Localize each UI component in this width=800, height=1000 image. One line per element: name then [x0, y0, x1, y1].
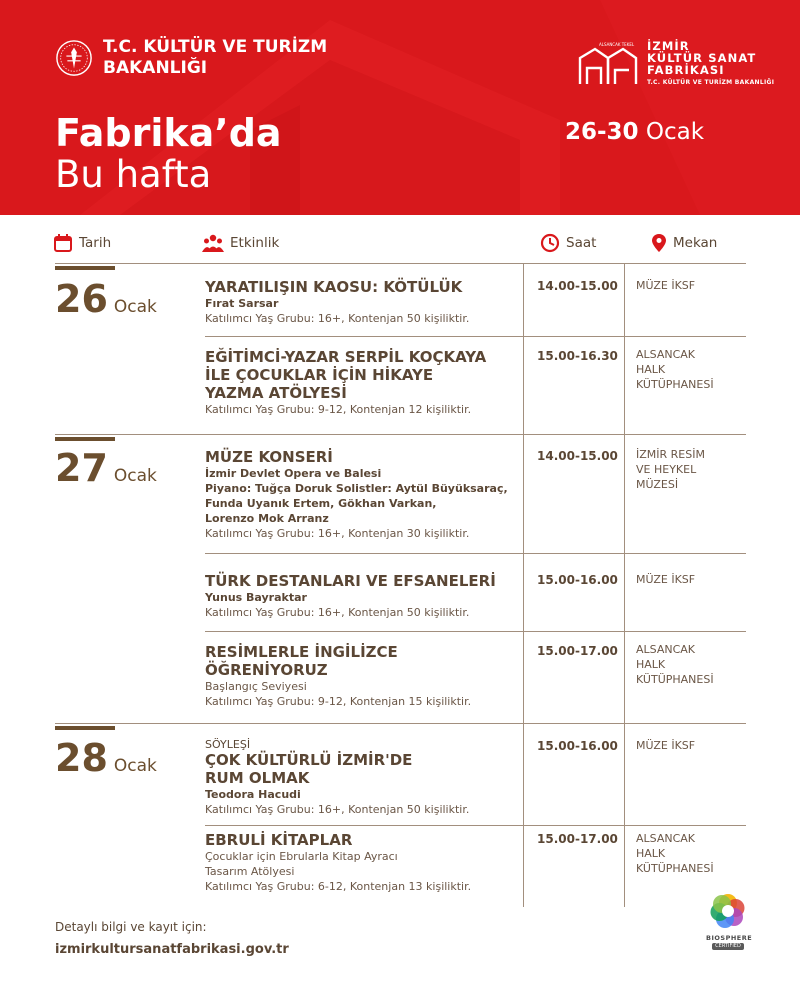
event-performer: İzmir Devlet Opera ve Balesi Piyano: Tuğça Doruk Solistler: Aytül Büyüksaraç, Funda Uyanık Ertem, Gökhan Varkan, Lorenzo Mok Arranz [205, 467, 508, 525]
ikts-line2: KÜLTÜR SANAT [647, 51, 757, 65]
day-month: Ocak [113, 756, 157, 776]
venue-column-divider [624, 263, 625, 907]
biosphere-badge [706, 893, 753, 950]
event-info: Katılımcı Yaş Grubu: 16+, Kontenjan 30 kişiliktir. [205, 527, 470, 540]
biosphere-badge-title: BIOSPHERE [706, 934, 753, 942]
event-performer: Yunus Bayraktar [205, 591, 307, 604]
event-info: Çocuklar için Ebrularla Kitap Ayracı Tasarım Atölyesi Katılımcı Yaş Grubu: 6-12, Kontenjan 13 kişiliktir. [205, 850, 472, 893]
event-venue: MÜZE İKSF [636, 573, 696, 586]
day-accent-bar [55, 726, 115, 730]
event-venue: ALSANCAK HALK KÜTÜPHANESİ [636, 348, 714, 391]
column-header-venue [651, 232, 717, 254]
row-divider [205, 336, 746, 337]
day-month: Ocak [113, 466, 157, 486]
event-item [205, 738, 515, 817]
event-title: EBRULİ KİTAPLAR [205, 831, 353, 849]
page-title-line1: Fabrika’da [55, 111, 282, 155]
event-title: YARATILIŞIN KAOSU: KÖTÜLÜK [205, 278, 463, 296]
ministry-name-line1: T.C. KÜLTÜR VE TURİZM [103, 37, 328, 57]
event-venue: MÜZE İKSF [636, 739, 696, 752]
column-header-time [540, 232, 596, 254]
day-accent-bar [55, 266, 115, 270]
event-item [205, 643, 515, 709]
day-number: 26 [55, 277, 108, 321]
page-title-line2: Bu hafta [55, 153, 212, 196]
event-venue: ALSANCAK HALK KÜTÜPHANESİ [636, 643, 714, 686]
event-item [205, 278, 515, 326]
row-divider [205, 825, 746, 826]
ikts-line3: FABRİKASI [647, 63, 725, 77]
event-venue: ALSANCAK HALK KÜTÜPHANESİ [636, 832, 714, 875]
event-time: 15.00-17.00 [537, 832, 618, 846]
column-header-event-label: Etkinlik [230, 235, 280, 251]
day-month: Ocak [113, 297, 157, 317]
day-number: 28 [55, 736, 108, 780]
ministry-logo [55, 37, 327, 79]
location-pin-icon [651, 233, 667, 253]
footer-website-link[interactable]: izmirkultursanatfabrikasi.gov.tr [55, 942, 289, 957]
header-divider [55, 263, 746, 264]
event-info: Katılımcı Yaş Grubu: 9-12, Kontenjan 12 kişiliktir. [205, 403, 472, 416]
ministry-name-line2: BAKANLIĞI [103, 58, 208, 78]
event-info: Başlangıç Seviyesi Katılımcı Yaş Grubu: 9-12, Kontenjan 15 kişiliktir. [205, 680, 472, 708]
event-performer: Teodora Hacudi [205, 788, 301, 801]
clock-icon [540, 233, 560, 253]
event-time: 15.00-16.30 [537, 349, 618, 363]
event-info: Katılımcı Yaş Grubu: 16+, Kontenjan 50 kişiliktir. [205, 312, 470, 325]
day-divider [55, 434, 746, 435]
event-time: 14.00-15.00 [537, 449, 618, 463]
event-title: RESİMLERLE İNGİLİZCE ÖĞRENİYORUZ [205, 643, 398, 679]
column-header-time-label: Saat [566, 235, 597, 251]
biosphere-badge-icon [708, 893, 748, 929]
ikts-logo-tag: ALSANCAK TEKEL [599, 42, 635, 47]
event-title: TÜRK DESTANLARI VE EFSANELERİ [205, 572, 496, 590]
event-venue: MÜZE İKSF [636, 279, 696, 292]
event-venue: İZMİR RESİM VE HEYKEL MÜZESİ [636, 448, 705, 491]
date-range-month: Ocak [645, 119, 705, 145]
ikts-subtitle: T.C. KÜLTÜR VE TURİZM BAKANLIĞI [647, 79, 775, 86]
column-header-event [202, 232, 279, 254]
event-info: Katılımcı Yaş Grubu: 16+, Kontenjan 50 kişiliktir. [205, 803, 470, 816]
date-range-days: 26-30 [565, 119, 639, 145]
row-divider [205, 631, 746, 632]
column-header-date-label: Tarih [79, 235, 112, 251]
day-accent-bar [55, 437, 115, 441]
event-title: ÇOK KÜLTÜRLÜ İZMİR'DE RUM OLMAK [205, 751, 413, 787]
ministry-seal-icon [55, 39, 93, 77]
footer-info-label: Detaylı bilgi ve kayıt için: [55, 920, 207, 934]
event-title: EĞİTİMCİ-YAZAR SERPİL KOÇKAYA İLE ÇOCUKLAR İÇİN HİKAYE YAZMA ATÖLYESİ [205, 348, 487, 402]
event-time: 15.00-16.00 [537, 573, 618, 587]
day-label-27 [55, 447, 157, 489]
event-category: SÖYLEŞİ [205, 738, 251, 751]
column-header-venue-label: Mekan [673, 235, 718, 251]
event-title: MÜZE KONSERİ [205, 448, 333, 466]
row-divider [205, 553, 746, 554]
event-item [205, 448, 515, 541]
event-time: 15.00-16.00 [537, 739, 618, 753]
people-icon [202, 233, 224, 253]
day-number: 27 [55, 446, 108, 490]
biosphere-badge-sub: CERTIFIED [712, 943, 744, 950]
ikts-logo [577, 40, 774, 88]
event-item [205, 348, 515, 417]
date-range [565, 118, 704, 146]
calendar-icon [53, 233, 73, 253]
event-time: 14.00-15.00 [537, 279, 618, 293]
ikts-line1: İZMİR [647, 39, 690, 53]
day-label-26 [55, 278, 157, 320]
time-column-divider [523, 263, 524, 907]
header-banner [0, 0, 800, 215]
event-item [205, 572, 515, 620]
event-info: Katılımcı Yaş Grubu: 16+, Kontenjan 50 kişiliktir. [205, 606, 470, 619]
day-label-28 [55, 737, 157, 779]
event-item [205, 831, 515, 894]
ikts-logo-icon [577, 40, 639, 86]
event-performer: Fırat Sarsar [205, 297, 279, 310]
day-divider [55, 723, 746, 724]
column-header-date [53, 232, 111, 254]
event-time: 15.00-17.00 [537, 644, 618, 658]
